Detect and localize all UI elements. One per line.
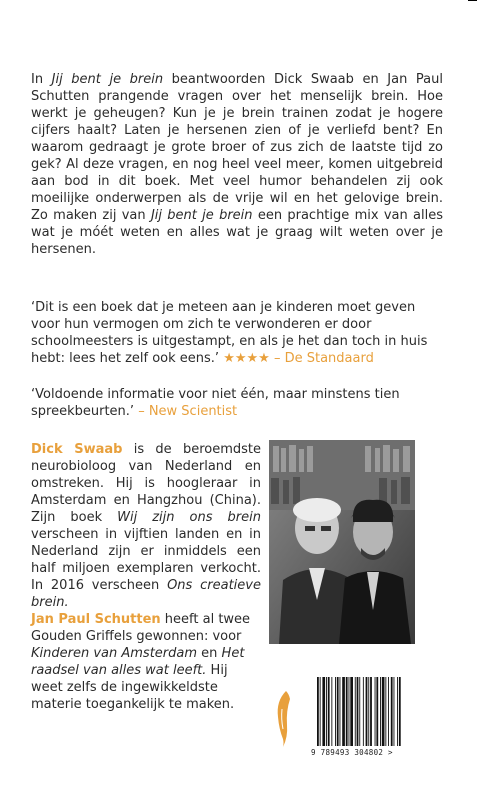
blurb-paragraph (31, 71, 443, 258)
bio-dick-swaab (31, 441, 261, 611)
book-title-italic: Jij bent je brein (150, 208, 253, 223)
review-quote-standaard (31, 299, 443, 367)
bio-text: verscheen in vijftien landen en in Nederland zijn er inmiddels een half miljoen exemplaren verkocht. In 2016 verscheen (31, 527, 261, 593)
publisher-logo-icon (272, 689, 294, 749)
quote-text: ‘Dit is een boek dat je meteen aan je kinderen moet geven voor hun vermogen om zich te verwonderen er door schoolmeesters is uitgestampt, en als je het dan toch in huis hebt: lees het zelf ook eens.’ (31, 300, 428, 366)
barcode-icon (311, 675, 425, 748)
author-photo (269, 440, 415, 644)
bio-text: Hij weet zelfs de ingewikkeldste materie toegankelijk te maken. (31, 663, 235, 712)
bio-text: is de beroemdste neurobioloog van Nederland en omstreken. Hij is hoogleraar in Amsterdam en Hangzhou (China). Zijn boek (31, 442, 261, 525)
blurb-text: een prachtige mix van alles wat je móét weten en alles wat je graag wilt weten over je hersenen. (31, 208, 443, 257)
quote-text: ‘Voldoende informatie voor niet één, maar minstens tien spreekbeurten.’ (31, 387, 400, 419)
blurb-text: beantwoorden Dick Swaab en Jan Paul Schutten prangende vragen over het menselijk brein. Hoe werkt je geheugen? Kun je je brein trainen zodat je hogere cijfers haalt? Laten je hersenen zien of je verliefd bent? En waarom gedraagt je grote broer of zus zich de laatste tijd zo gek? Al deze vragen, en nog heel veel meer, komen uitgebreid aan bod in dit boek. Met veel humor behandelen zij ook moeilijke onderwerpen als de vrije wil en het gelovige brein. Zo maken zij van (31, 72, 443, 223)
bio-text: heeft al twee Gouden Griffels gewonnen: voor (31, 612, 251, 644)
book-title-italic: Kinderen van Amsterdam (31, 646, 198, 661)
author-name: Dick Swaab (31, 442, 123, 457)
author-name: Jan Paul Schutten (31, 612, 161, 627)
review-quote-new-scientist (31, 386, 443, 420)
isbn-digits: 9 789493 304802 > (311, 748, 393, 757)
star-rating: ★★★★ (223, 351, 270, 366)
blurb-text: In (31, 72, 52, 87)
book-title-italic: Het raadsel van alles wat leeft. (31, 646, 245, 678)
quote-source: – New Scientist (138, 404, 238, 419)
book-title-italic: Ons creatieve brein. (31, 578, 261, 610)
quote-source: – De Standaard (269, 351, 374, 366)
bio-text: en (197, 646, 222, 661)
book-title-italic: Wij zijn ons brein (117, 510, 261, 525)
author-photo-image (269, 440, 415, 644)
crop-mark (468, 0, 477, 1)
bio-jan-paul-schutten (31, 611, 261, 713)
book-title-italic: Jij bent je brein (51, 72, 164, 87)
